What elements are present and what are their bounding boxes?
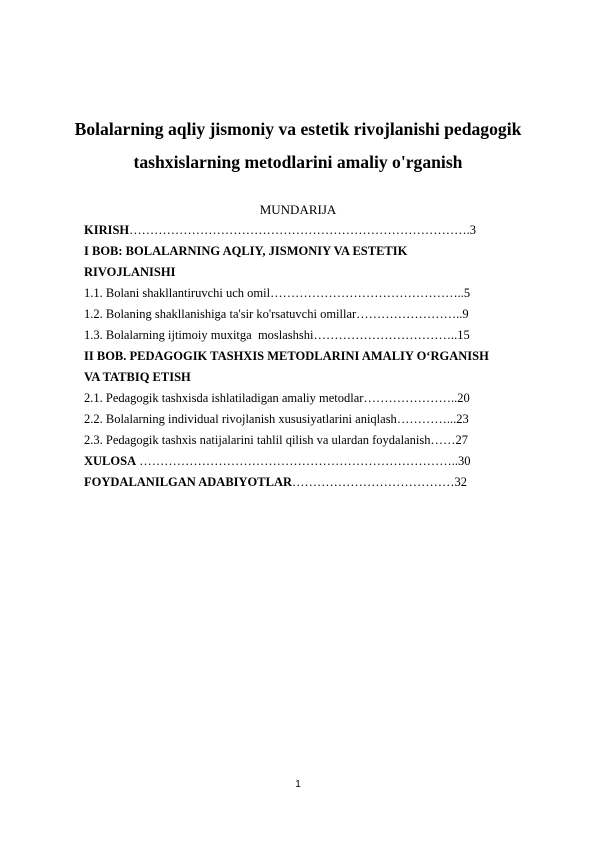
toc-entry-2-3[interactable] xyxy=(84,430,524,451)
toc-entry-text: 1.2. Bolaning shakllanishiga ta'sir ko'rsatuvchi omillar xyxy=(84,307,357,321)
toc-leader-dots: …………... xyxy=(396,412,457,426)
toc-entry-text: 2.3. Pedagogik tashxis natijalarini tahlil qilish va ulardan foydalanish xyxy=(84,433,431,447)
toc-page-number: 20 xyxy=(457,391,470,405)
toc-leader-dots: ………………………………………………………………………. xyxy=(129,223,470,237)
toc-leader-dots: …………………………….. xyxy=(313,328,458,342)
page-number: 1 xyxy=(295,779,301,790)
toc-page-number: 23 xyxy=(456,412,469,426)
toc-page-number: 30 xyxy=(457,454,471,468)
toc-entry-text: 2.2. Bolalarning individual rivojlanish xususiyatlarini aniqlash xyxy=(84,412,397,426)
toc-entry-text: FOYDALANILGAN ADABIYOTLAR xyxy=(84,475,293,489)
toc-leader-dots: ………………………………… xyxy=(292,475,455,489)
toc-leader-dots: …………………….. xyxy=(356,307,463,321)
toc-entry-adabiyotlar[interactable] xyxy=(84,472,524,493)
toc-entry-1-1[interactable] xyxy=(84,283,524,304)
toc-page-number: 15 xyxy=(457,328,470,342)
toc-entry-text: XULOSA xyxy=(84,454,137,468)
toc-entry-chapter-2-cont xyxy=(84,367,524,388)
toc-entry-text: I BOB: BOLALARNING AQLIY, JISMONIY VA ESTETIK xyxy=(84,244,408,258)
toc-entry-chapter-1[interactable] xyxy=(84,241,524,262)
document-title: Bolalarning aqliy jismoniy va estetik rivojlanishi pedagogik tashxislarning metodlarini amaliy o'rganish xyxy=(74,119,522,172)
toc-page-number: 9 xyxy=(462,307,469,321)
toc-entry-text: KIRISH xyxy=(84,223,130,237)
toc-leader-dots: ………………….. xyxy=(363,391,458,405)
toc-page-number: 32 xyxy=(454,475,468,489)
toc-entry-xulosa[interactable] xyxy=(84,451,524,472)
toc-leader-dots: …… xyxy=(430,433,456,447)
toc-entry-chapter-1-cont xyxy=(84,262,524,283)
toc-page-number: 27 xyxy=(455,433,468,447)
toc-leader-dots: ………………………………………………………………….. xyxy=(136,454,458,468)
toc-page-number: 3 xyxy=(469,223,477,237)
toc-entry-1-3[interactable] xyxy=(84,325,524,346)
toc-page-number: 5 xyxy=(463,286,471,300)
toc-heading: MUNDARIJA xyxy=(259,202,337,217)
toc-entry-text: 1.1. Bolani shakllantiruvchi uch omil xyxy=(84,286,271,300)
toc-entry-text: 1.3. Bolalarning ijtimoiy muxitga moslashshi xyxy=(84,328,314,342)
toc-entry-text: VA TATBIQ ETISH xyxy=(84,370,191,384)
toc-entry-text: II BOB. PEDAGOGIK TASHXIS METODLARINI AMALIY O‘RGANISH xyxy=(84,349,489,363)
toc-entry-kirish[interactable] xyxy=(84,220,524,241)
toc-entry-chapter-2[interactable] xyxy=(84,346,524,367)
toc-entry-text: 2.1. Pedagogik tashxisda ishlatiladigan amaliy metodlar xyxy=(84,391,364,405)
toc-entry-2-2[interactable] xyxy=(84,409,524,430)
toc-entry-1-2[interactable] xyxy=(84,304,524,325)
table-of-contents xyxy=(84,220,524,493)
toc-entry-text: RIVOJLANISHI xyxy=(84,265,176,279)
toc-leader-dots: ……………………………………….. xyxy=(270,286,464,300)
toc-entry-2-1[interactable] xyxy=(84,388,524,409)
